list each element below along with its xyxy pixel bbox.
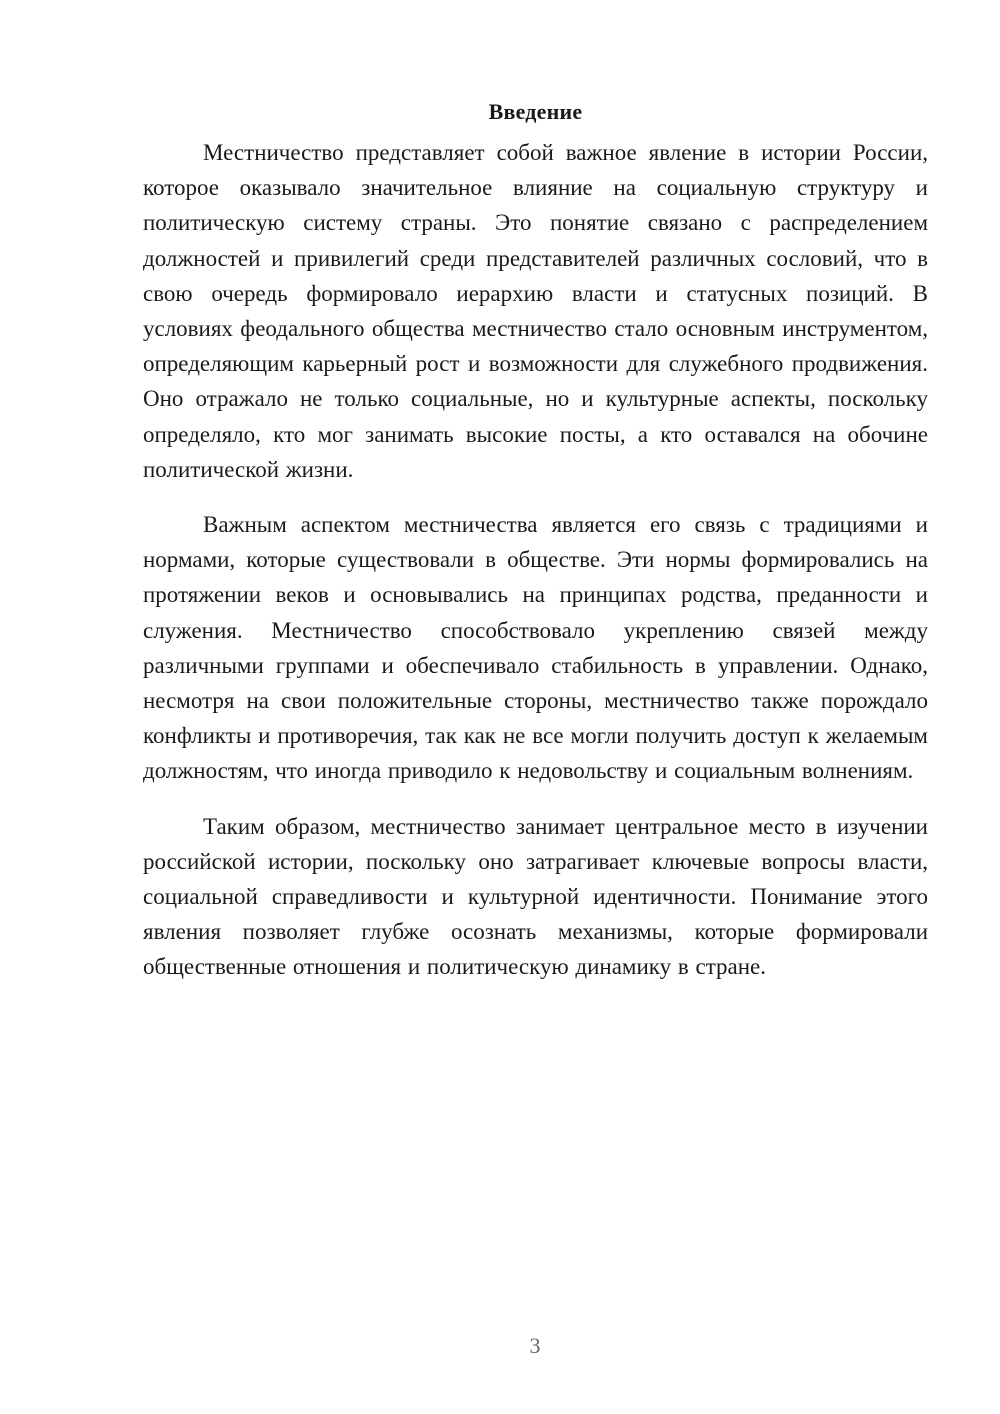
page-number: 3 — [529, 1333, 541, 1358]
paragraph-2: Важным аспектом местничества является его связь с традициями и нормами, которые существовали в обществе. Эти нормы формировались на протяжении веков и основывались на принципах родства, преданности и служения. Местничество способствовало укреплению связей между различными группами и обеспечивало стабильность в управлении. Однако, несмотря на свои положительные стороны, местничество также порождало конфликты и противоречия, так как не все могли получить доступ к желаемым должностям, что иногда приводило к недовольству и социальным волнениям. — [143, 512, 928, 784]
section-title: Введение — [488, 99, 583, 124]
paragraph-3: Таким образом, местничество занимает центральное место в изучении российской истории, поскольку оно затрагивает ключевые вопросы власти, социальной справедливости и культурной идентичности. Понимание этого явления позволяет глубже осознать механизмы, которые формировали общественные отношения и политическую динамику в стране. — [143, 813, 928, 980]
paragraph-1: Местничество представляет собой важное явление в истории России, которое оказывало значительное влияние на социальную структуру и политическую систему страны. Это понятие связано с распределением должностей и привилегий среди представителей различных сословий, что в свою очередь формировало иерархию власти и статусных позиций. В условиях феодального общества местничество стало основным инструментом, определяющим карьерный рост и возможности для служебного продвижения. Оно отражало не только социальные, но и культурные аспекты, поскольку определяло, кто мог занимать высокие посты, а кто оставался на обочине политической жизни. — [143, 140, 928, 482]
page-content — [143, 94, 928, 1005]
